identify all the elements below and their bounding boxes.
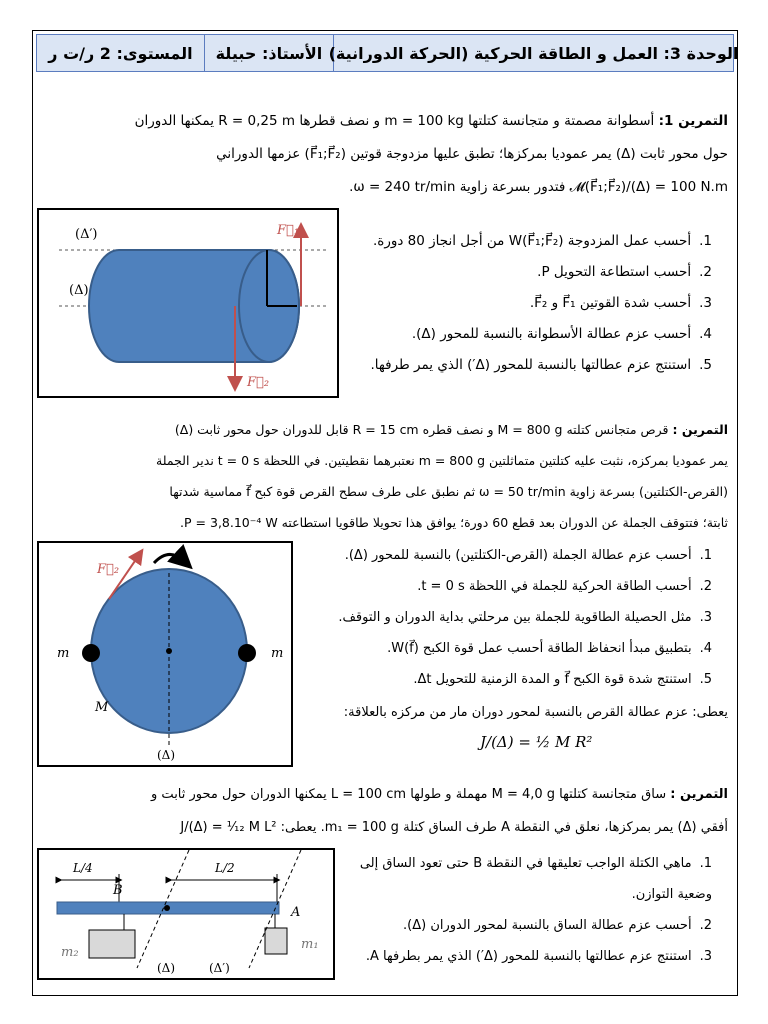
ex3-q3-text: استنتج عزم عطالتها بالنسبة للمحور (Δ′) الذي يمر بطرفها A. [365, 949, 692, 964]
figure-disk [37, 541, 293, 767]
label-f1: F⃗₁ [277, 223, 300, 238]
ex2-q3-text: مثل الحصيلة الطاقوية للجملة بين مرحلتي بداية الدوران و التوقف. [338, 610, 692, 625]
ex1-text1: أسطوانة مصمتة و متجانسة كتلتها m = 100 kg و نصف قطرها R = 0,25 m يمكنها الدوران [134, 113, 655, 129]
figure-cylinder [37, 208, 339, 398]
teacher-name: الأستاذ: حبيلة [204, 35, 333, 71]
ex1-line3: 𝓜(F⃗₁;F⃗₂)/(Δ) = 100 N.m فتدور بسرعة زاوية ω = 240 tr/min. [349, 179, 728, 195]
label-delta: (Δ) [157, 748, 176, 762]
exercise-1-statement [56, 105, 728, 204]
label-l4: L/4 [73, 861, 93, 875]
ex1-q5-text: استنتج عزم عطالتها بالنسبة للمحور (Δ′) الذي يمر طرفها. [370, 356, 692, 373]
ex2-text1: قرص متجانس كتلته M = 800 g و نصف قطره R = 15 cm قابل للدوران حول محور ثابت (Δ) [174, 422, 669, 437]
ex1-q2-text: أحسب استطاعة التحويل P. [537, 263, 692, 280]
label-m1: m₁ [301, 937, 319, 952]
header-table [36, 34, 739, 72]
ex1-q4: 4. أحسب عزم عطالة الأسطوانة بالنسبة للمحور (Δ). [411, 325, 712, 342]
ex1-q1: 1. أحسب عمل المزدوجة W(F⃗₁;F⃗₂) من أجل انجاز 80 دورة. [372, 232, 712, 249]
disk-svg [39, 543, 291, 765]
ex1-line1 [56, 105, 728, 138]
ex1-q5: 5. استنتج عزم عطالتها بالنسبة للمحور (Δ′) الذي يمر طرفها. [370, 356, 712, 373]
disk-center [166, 648, 172, 654]
ex2-q4: 4. بتطبيق مبدأ انحفاظ الطاقة أحسب عمل قوة الكبح W(f⃗). [387, 641, 712, 656]
ex2-q1: 1. أحسب عزم عطالة الجملة (القرص-الكتلتين) بالنسبة للمحور (Δ). [344, 548, 712, 563]
ex2-q5: 5. استنتج شدة قوة الكبح f⃗ و المدة الزمنية للتحويل Δt. [413, 672, 712, 687]
label-a: A [291, 905, 301, 920]
label-m2: m₂ [61, 945, 79, 960]
ex2-title: التمرين : [672, 422, 728, 437]
mass-left [82, 644, 100, 662]
mass-m1 [265, 928, 287, 954]
ex3-text1: ساق متجانسة كتلتها M = 4,0 g مهملة و طولها L = 100 cm يمكنها الدوران حول محور ثابت و [151, 787, 667, 802]
label-delta: (Δ) [69, 283, 89, 298]
ex3-q1: 1. ماهي الكتلة الواجب تعليقها في النقطة B حتى تعود الساق إلى [359, 856, 712, 871]
label-m-right: m [271, 646, 284, 661]
exercise-3-statement [56, 778, 728, 844]
exercise-2-statement [56, 414, 728, 538]
ex3-questions [360, 848, 712, 972]
ex1-q4-text: أحسب عزم عطالة الأسطوانة بالنسبة للمحور (Δ). [411, 325, 692, 342]
ex3-q1-continuation: وضعية التوازن. [631, 887, 712, 902]
ex2-formula: J/(Δ) = ½ M R² [480, 733, 593, 751]
ex3-q2: 2. أحسب عزم عطالة الساق بالنسبة لمحور الدوران (Δ). [403, 918, 712, 933]
ex1-q2: 2. أحسب استطاعة التحويل P. [537, 263, 712, 280]
ex2-line3: (القرص-الكتلتين) بسرعة زاوية ω = 50 tr/min ثم نطبق على طرف سطح القرص قوة كبح f⃗ مماسية شدتها [169, 484, 728, 499]
ex2-q3: 3. مثل الحصيلة الطاقوية للجملة بين مرحلتي بداية الدوران و التوقف. [338, 610, 712, 625]
ex1-q3: 3. أحسب شدة القوتين F⃗₁ و F⃗₂. [529, 294, 712, 311]
label-f2: F⃗₂ [247, 375, 270, 390]
label-delta: (Δ) [157, 961, 176, 975]
ex2-q2: 2. أحسب الطاقة الحركية للجملة في اللحظة t = 0 s. [417, 579, 712, 594]
ex3-q2-text: أحسب عزم عطالة الساق بالنسبة لمحور الدوران (Δ). [403, 918, 692, 933]
ex1-line2: حول محور ثابت (Δ) يمر عموديا بمركزها؛ تطبق عليها مزدوجة قوتين (F⃗₁;F⃗₂) عزمها الدوراني [216, 146, 728, 162]
ex2-questions [338, 540, 712, 695]
label-m-left: m [57, 646, 70, 661]
ex3-title: التمرين : [670, 787, 728, 802]
ex3-q1-text: ماهي الكتلة الواجب تعليقها في النقطة B حتى تعود الساق إلى [359, 856, 692, 871]
label-delta-prime: (Δ′) [209, 961, 230, 975]
level: المستوى: 2 ر/ت ر [48, 43, 193, 63]
ex3-line1 [56, 778, 728, 811]
ex2-q2-text: أحسب الطاقة الحركية للجملة في اللحظة t = 0 s. [417, 579, 692, 594]
rod-center [164, 905, 170, 911]
ex2-q5-text: استنتج شدة قوة الكبح f⃗ و المدة الزمنية للتحويل Δt. [413, 672, 692, 687]
ex1-title: التمرين 1: [658, 113, 728, 129]
label-M: M [95, 700, 109, 715]
ex2-given [344, 697, 728, 728]
ex2-q4-text: بتطبيق مبدأ انحفاظ الطاقة أحسب عمل قوة الكبح W(f⃗). [387, 641, 692, 656]
figure-rod [37, 848, 335, 980]
ex1-q1-text: أحسب عمل المزدوجة W(F⃗₁;F⃗₂) من أجل انجاز 80 دورة. [372, 232, 692, 249]
ex1-q3-text: أحسب شدة القوتين F⃗₁ و F⃗₂. [529, 294, 692, 311]
ex3-q3: 3. استنتج عزم عطالتها بالنسبة للمحور (Δ′) الذي يمر بطرفها A. [365, 949, 712, 964]
ex2-q1-text: أحسب عزم عطالة الجملة (القرص-الكتلتين) بالنسبة للمحور (Δ). [344, 548, 692, 563]
mass-right [238, 644, 256, 662]
cylinder-svg [39, 210, 337, 396]
ex2-line2: يمر عموديا بمركزه، نثبت عليه كتلتين متماثلتين m = 800 g نعتبرهما نقطيتين. في اللحظة t = 0 s ندير الجملة [156, 453, 728, 468]
rod-svg [39, 850, 333, 978]
label-delta-prime: (Δ′) [75, 227, 98, 242]
ex2-line4: ثابتة؛ فتتوقف الجملة عن الدوران بعد قطع 60 دورة؛ يوافق هذا تحويلا طاقويا استطاعته P = 3,8.10⁻⁴ W. [180, 515, 728, 530]
label-l2: L/2 [215, 861, 235, 875]
rotation-arrow [154, 554, 184, 563]
ex3-line2: أفقي (Δ) يمر بمركزها، نعلق في النقطة A طرف الساق كتلة m₁ = 100 g. يعطى: J/(Δ) = ¹⁄₁₂ M L² [180, 820, 728, 835]
mass-m2 [89, 930, 135, 958]
label-f2: F⃗₂ [97, 562, 120, 577]
unit-title: الوحدة 3: العمل و الطاقة الحركية (الحركة الدورانية) [333, 35, 733, 71]
ex2-line1 [56, 414, 728, 445]
ex1-questions [370, 225, 712, 380]
ex2-given-text: يعطى: عزم عطالة القرص بالنسبة لمحور دوران مار من مركزه بالعلاقة: [343, 705, 728, 720]
label-b: B [113, 883, 123, 898]
